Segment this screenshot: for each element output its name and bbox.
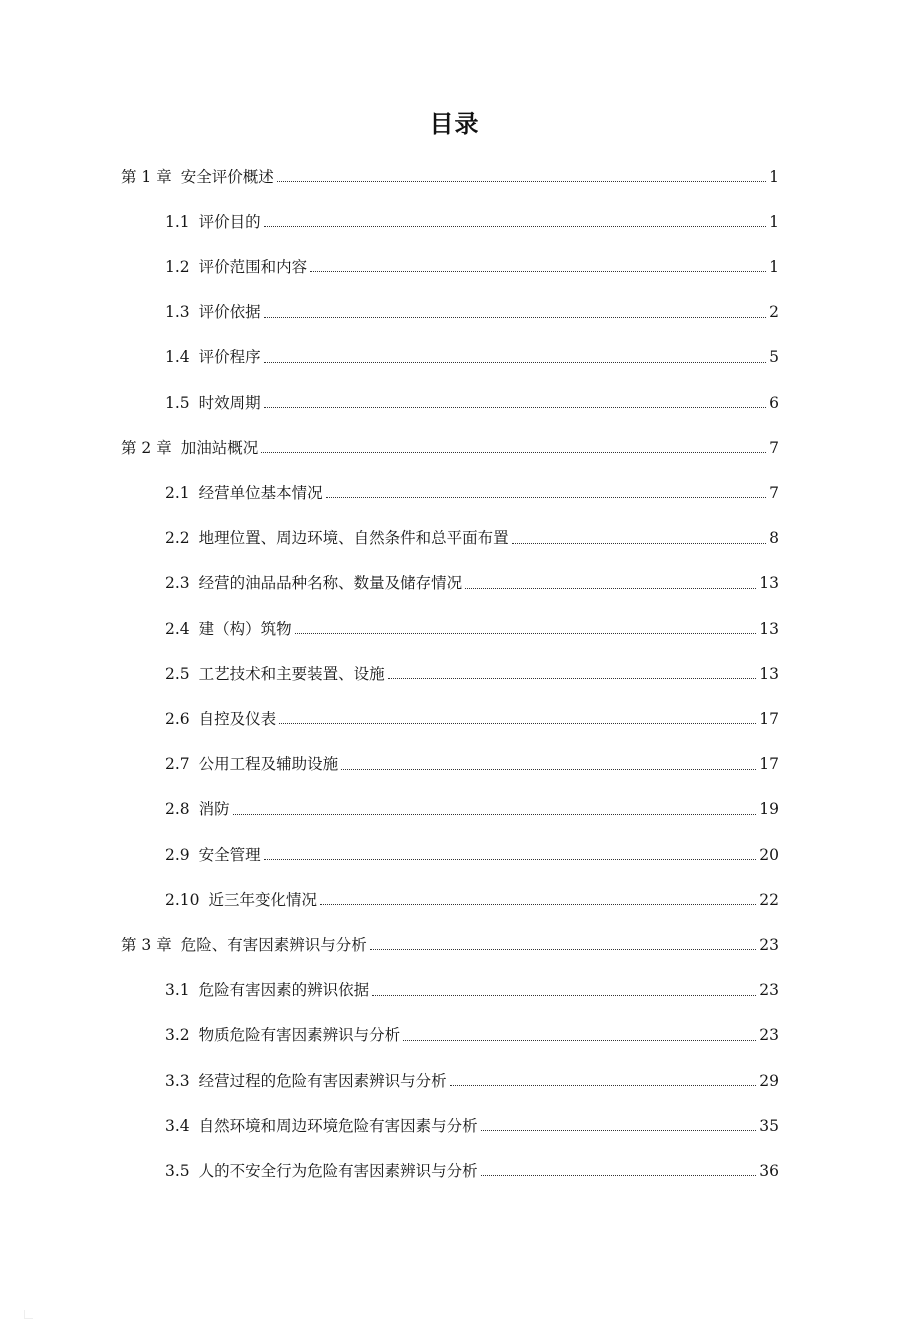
toc-dot-leader [481, 1130, 757, 1131]
toc-entry-number: 2.2 [165, 529, 190, 548]
toc-entry-page-number: 5 [769, 348, 779, 367]
toc-entry-title: 近三年变化情况 [208, 890, 318, 909]
toc-entry-number: 3.3 [165, 1071, 190, 1090]
toc-entry-title: 经营的油品品种名称、数量及储存情况 [198, 574, 463, 593]
toc-dot-leader [264, 362, 766, 363]
toc-entry-number: 2.5 [165, 664, 190, 683]
toc-dot-leader [279, 723, 756, 724]
toc-entry-title: 危险、有害因素辨识与分析 [180, 935, 367, 954]
toc-dot-leader [264, 859, 757, 860]
toc-entry-page-number: 17 [759, 709, 779, 728]
toc-dot-leader [310, 271, 766, 272]
toc-entry-page-number: 2 [769, 303, 779, 322]
toc-entry[interactable] [165, 1063, 779, 1089]
toc-entry[interactable] [165, 973, 779, 999]
toc-dot-leader [264, 407, 766, 408]
toc-entry-number: 2.1 [165, 483, 190, 502]
toc-entry-number: 2.4 [165, 619, 190, 638]
toc-entry[interactable] [165, 1108, 779, 1134]
toc-entry[interactable] [121, 159, 779, 185]
toc-entry-page-number: 36 [759, 1161, 779, 1180]
toc-entry-title: 自控及仪表 [198, 709, 277, 728]
toc-dot-leader [465, 588, 756, 589]
toc-entry[interactable] [121, 927, 779, 953]
toc-entry[interactable] [165, 611, 779, 637]
toc-entry-page-number: 29 [759, 1071, 779, 1090]
toc-entry-number: 第 3 章 [121, 935, 172, 954]
toc-entry-page-number: 35 [759, 1116, 779, 1135]
toc-entry-page-number: 1 [769, 257, 779, 276]
toc-dot-leader [261, 452, 766, 453]
toc-entry[interactable] [121, 430, 779, 456]
toc-dot-leader [372, 995, 756, 996]
toc-dot-leader [370, 949, 757, 950]
toc-entry[interactable] [165, 837, 779, 863]
toc-entry-page-number: 1 [769, 212, 779, 231]
toc-entry[interactable] [165, 521, 779, 547]
toc-entry[interactable] [165, 340, 779, 366]
toc-dot-leader [264, 317, 766, 318]
toc-entry-number: 2.9 [165, 845, 190, 864]
toc-dot-leader [403, 1040, 756, 1041]
toc-entry-page-number: 13 [759, 574, 779, 593]
toc-dot-leader [326, 497, 766, 498]
toc-entry-number: 1.3 [165, 303, 190, 322]
toc-entry-title: 评价范围和内容 [198, 257, 308, 276]
toc-dot-leader [295, 633, 757, 634]
toc-entry-number: 3.1 [165, 981, 190, 1000]
toc-entry[interactable] [165, 566, 779, 592]
toc-entry-page-number: 7 [769, 483, 779, 502]
toc-entry-title: 自然环境和周边环境危险有害因素与分析 [198, 1116, 478, 1135]
toc-entry-page-number: 1 [769, 167, 779, 186]
toc-dot-leader [341, 769, 756, 770]
toc-entry-title: 物质危险有害因素辨识与分析 [198, 1026, 401, 1045]
toc-entry-title: 评价目的 [198, 212, 261, 231]
toc-entry-title: 加油站概况 [180, 438, 259, 457]
scan-mark [24, 1310, 33, 1319]
toc-dot-leader [277, 181, 766, 182]
toc-entry-title: 工艺技术和主要装置、设施 [198, 664, 385, 683]
toc-entry-title: 评价依据 [198, 303, 261, 322]
toc-entry-page-number: 13 [759, 619, 779, 638]
toc-entry-page-number: 17 [759, 755, 779, 774]
toc-entry-number: 第 2 章 [121, 438, 172, 457]
toc-dot-leader [512, 543, 766, 544]
toc-entry-title: 评价程序 [198, 348, 261, 367]
toc-entry[interactable] [165, 701, 779, 727]
toc-entry[interactable] [165, 249, 779, 275]
toc-entry[interactable] [165, 656, 779, 682]
toc-entry[interactable] [165, 882, 779, 908]
toc-dot-leader [320, 904, 756, 905]
toc-entry-number: 1.4 [165, 348, 190, 367]
toc-entry[interactable] [165, 204, 779, 230]
toc-entry[interactable] [165, 747, 779, 773]
toc-entry[interactable] [165, 385, 779, 411]
toc-entry-number: 2.7 [165, 755, 190, 774]
toc-entry-number: 3.4 [165, 1116, 190, 1135]
toc-dot-leader [450, 1085, 757, 1086]
toc-entry-number: 第 1 章 [121, 167, 172, 186]
toc-entry-title: 建（构）筑物 [198, 619, 292, 638]
toc-dot-leader [264, 226, 766, 227]
toc-entry[interactable] [165, 1018, 779, 1044]
toc-entry-page-number: 19 [759, 800, 779, 819]
toc-entry-number: 2.6 [165, 709, 190, 728]
toc-entry-title: 安全评价概述 [180, 167, 274, 186]
toc-dot-leader [388, 678, 757, 679]
toc-dot-leader [481, 1175, 757, 1176]
toc-entry-title: 地理位置、周边环境、自然条件和总平面布置 [198, 529, 509, 548]
toc-entry-number: 3.5 [165, 1161, 190, 1180]
toc-entry-page-number: 23 [759, 1026, 779, 1045]
toc-entry-page-number: 23 [759, 981, 779, 1000]
toc-entry[interactable] [165, 792, 779, 818]
toc-entry-page-number: 7 [769, 438, 779, 457]
toc-entry-number: 1.5 [165, 393, 190, 412]
toc-entry-number: 1.2 [165, 257, 190, 276]
toc-entry-number: 1.1 [165, 212, 190, 231]
toc-entry-page-number: 6 [769, 393, 779, 412]
toc-entry[interactable] [165, 475, 779, 501]
toc-entry-page-number: 22 [759, 890, 779, 909]
toc-entry-title: 危险有害因素的辨识依据 [198, 981, 370, 1000]
toc-entry-number: 3.2 [165, 1026, 190, 1045]
toc-entry-title: 经营过程的危险有害因素辨识与分析 [198, 1071, 447, 1090]
toc-entry-title: 时效周期 [198, 393, 261, 412]
toc-entry-page-number: 8 [769, 529, 779, 548]
toc-entry-page-number: 23 [759, 935, 779, 954]
toc-entry-title: 人的不安全行为危险有害因素辨识与分析 [198, 1161, 478, 1180]
toc-entry-title: 公用工程及辅助设施 [198, 755, 339, 774]
toc-entry-number: 2.10 [165, 890, 200, 909]
toc-entry-page-number: 13 [759, 664, 779, 683]
toc-entry-title: 消防 [198, 800, 230, 819]
toc-entry[interactable] [165, 295, 779, 321]
toc-entry-number: 2.3 [165, 574, 190, 593]
toc-entry-page-number: 20 [759, 845, 779, 864]
toc-entry-title: 安全管理 [198, 845, 261, 864]
toc-entry[interactable] [165, 1153, 779, 1179]
toc-entry-title: 经营单位基本情况 [198, 483, 323, 502]
toc-entry-number: 2.8 [165, 800, 190, 819]
toc-dot-leader [233, 814, 757, 815]
toc-title: 目录 [429, 110, 480, 138]
